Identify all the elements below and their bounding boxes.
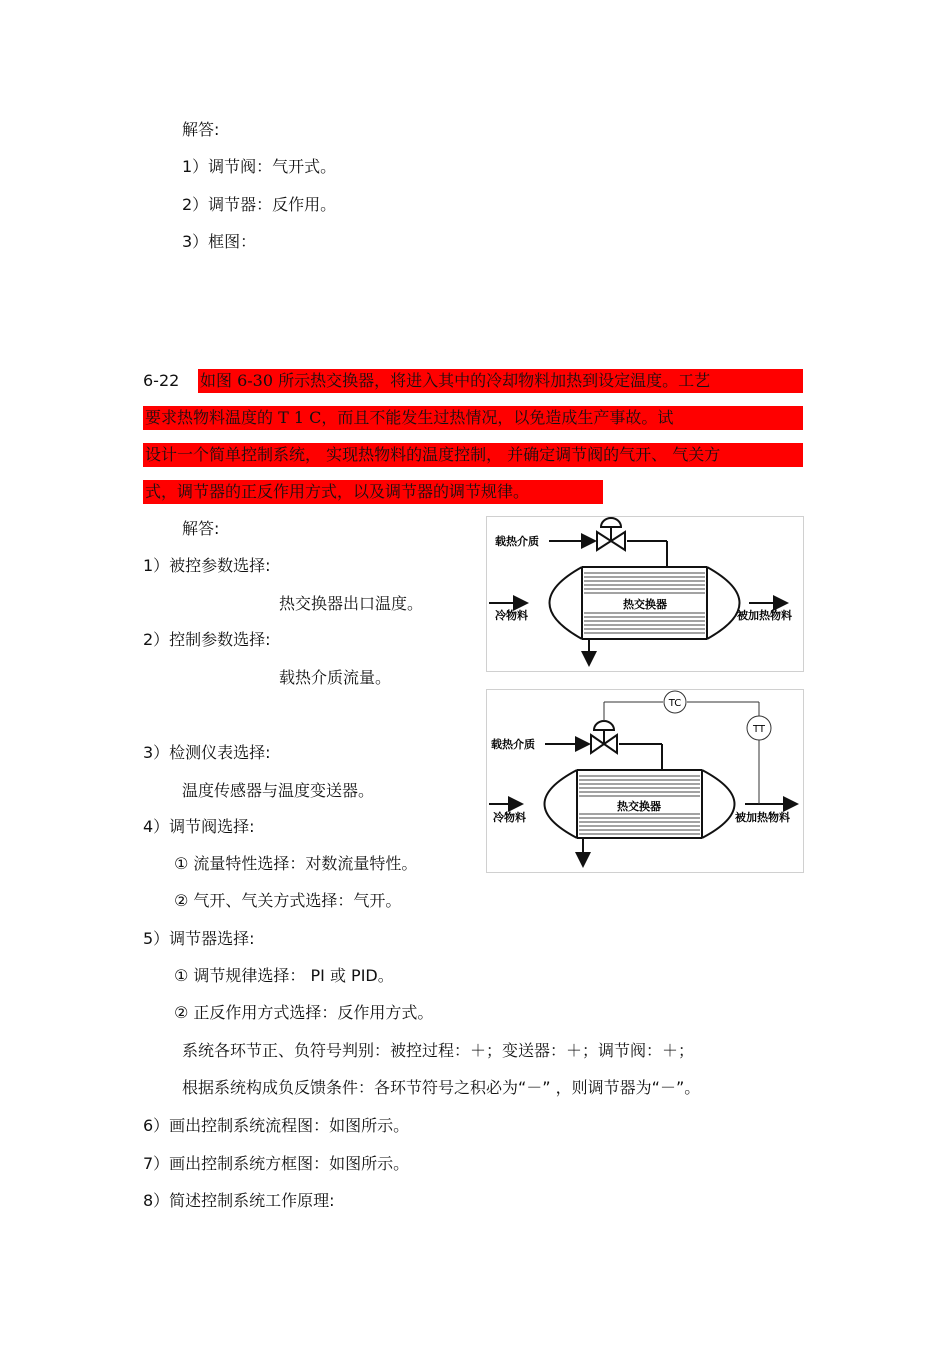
shell-left-cap	[550, 567, 583, 639]
step-5-item-2: ② 正反作用方式选择：反作用方式。	[174, 1003, 434, 1022]
figure-heat-exchanger	[486, 516, 804, 672]
problem-line-3: 设计一个简单控制系统， 实现热物料的温度控制， 并确定调节阀的气开、 气关方	[145, 445, 721, 464]
top-item-1: 1）调节阀：气开式。	[182, 157, 337, 176]
step-5-title: 5）调节器选择:	[143, 929, 255, 948]
step-1-title: 1）被控参数选择:	[143, 556, 271, 575]
step-4-title: 4）调节阀选择:	[143, 817, 255, 836]
step-7: 7）画出控制系统方框图：如图所示。	[143, 1154, 410, 1173]
shell-left-cap	[545, 770, 578, 838]
problem-number: 6-22	[143, 371, 180, 390]
heated-material-label: 被加热物料	[735, 811, 790, 824]
step-2-value: 载热介质流量。	[279, 668, 392, 687]
problem-line-2: 要求热物料温度的 T 1 C，而且不能发生过热情况，以免造成生产事故。试	[145, 408, 674, 427]
figure-control-loop	[486, 689, 804, 873]
step-5-item-1: ① 调节规律选择： PI 或 PID。	[174, 966, 394, 985]
problem-line-1: 如图 6-30 所示热交换器，将进入其中的冷却物料加热到设定温度。工艺	[200, 371, 711, 390]
step-2-title: 2）控制参数选择:	[143, 630, 271, 649]
answer-label: 解答:	[182, 519, 220, 538]
tc-label: TC	[668, 698, 682, 709]
step-6: 6）画出控制系统流程图：如图所示。	[143, 1116, 410, 1135]
tt-label: TT	[752, 724, 766, 735]
shell-right-cap	[707, 567, 740, 639]
step-4-item-1: ① 流量特性选择：对数流量特性。	[174, 854, 418, 873]
step-1-value: 热交换器出口温度。	[279, 594, 424, 613]
problem-line-4: 式，调节器的正反作用方式，以及调节器的调节规律。	[145, 482, 530, 501]
top-item-2: 2）调节器：反作用。	[182, 195, 337, 214]
shell-right-cap	[702, 770, 735, 838]
step-3-title: 3）检测仪表选择:	[143, 743, 271, 762]
step-3-value: 温度传感器与温度变送器。	[182, 781, 375, 800]
feedback-condition-line: 根据系统构成负反馈条件：各环节符号之积必为“－” ，则调节器为“－”。	[182, 1078, 701, 1097]
exchanger-label: 热交换器	[617, 800, 661, 813]
answer-label-top: 解答:	[182, 120, 220, 139]
figure-1-drawing	[487, 517, 803, 671]
sign-analysis-line: 系统各环节正、负符号判别：被控过程：＋；变送器：＋；调节阀：＋；	[182, 1041, 695, 1060]
exchanger-label: 热交换器	[623, 598, 667, 611]
cold-material-label: 冷物料	[495, 609, 528, 622]
cold-material-label: 冷物料	[493, 811, 526, 824]
top-item-3: 3）框图：	[182, 232, 257, 251]
step-8: 8）简述控制系统工作原理:	[143, 1191, 335, 1210]
heating-medium-label: 载热介质	[495, 535, 539, 548]
step-4-item-2: ② 气开、气关方式选择：气开。	[174, 891, 402, 910]
heated-material-label: 被加热物料	[737, 609, 792, 622]
heating-medium-label: 载热介质	[491, 738, 535, 751]
figure-2-drawing	[487, 690, 803, 872]
